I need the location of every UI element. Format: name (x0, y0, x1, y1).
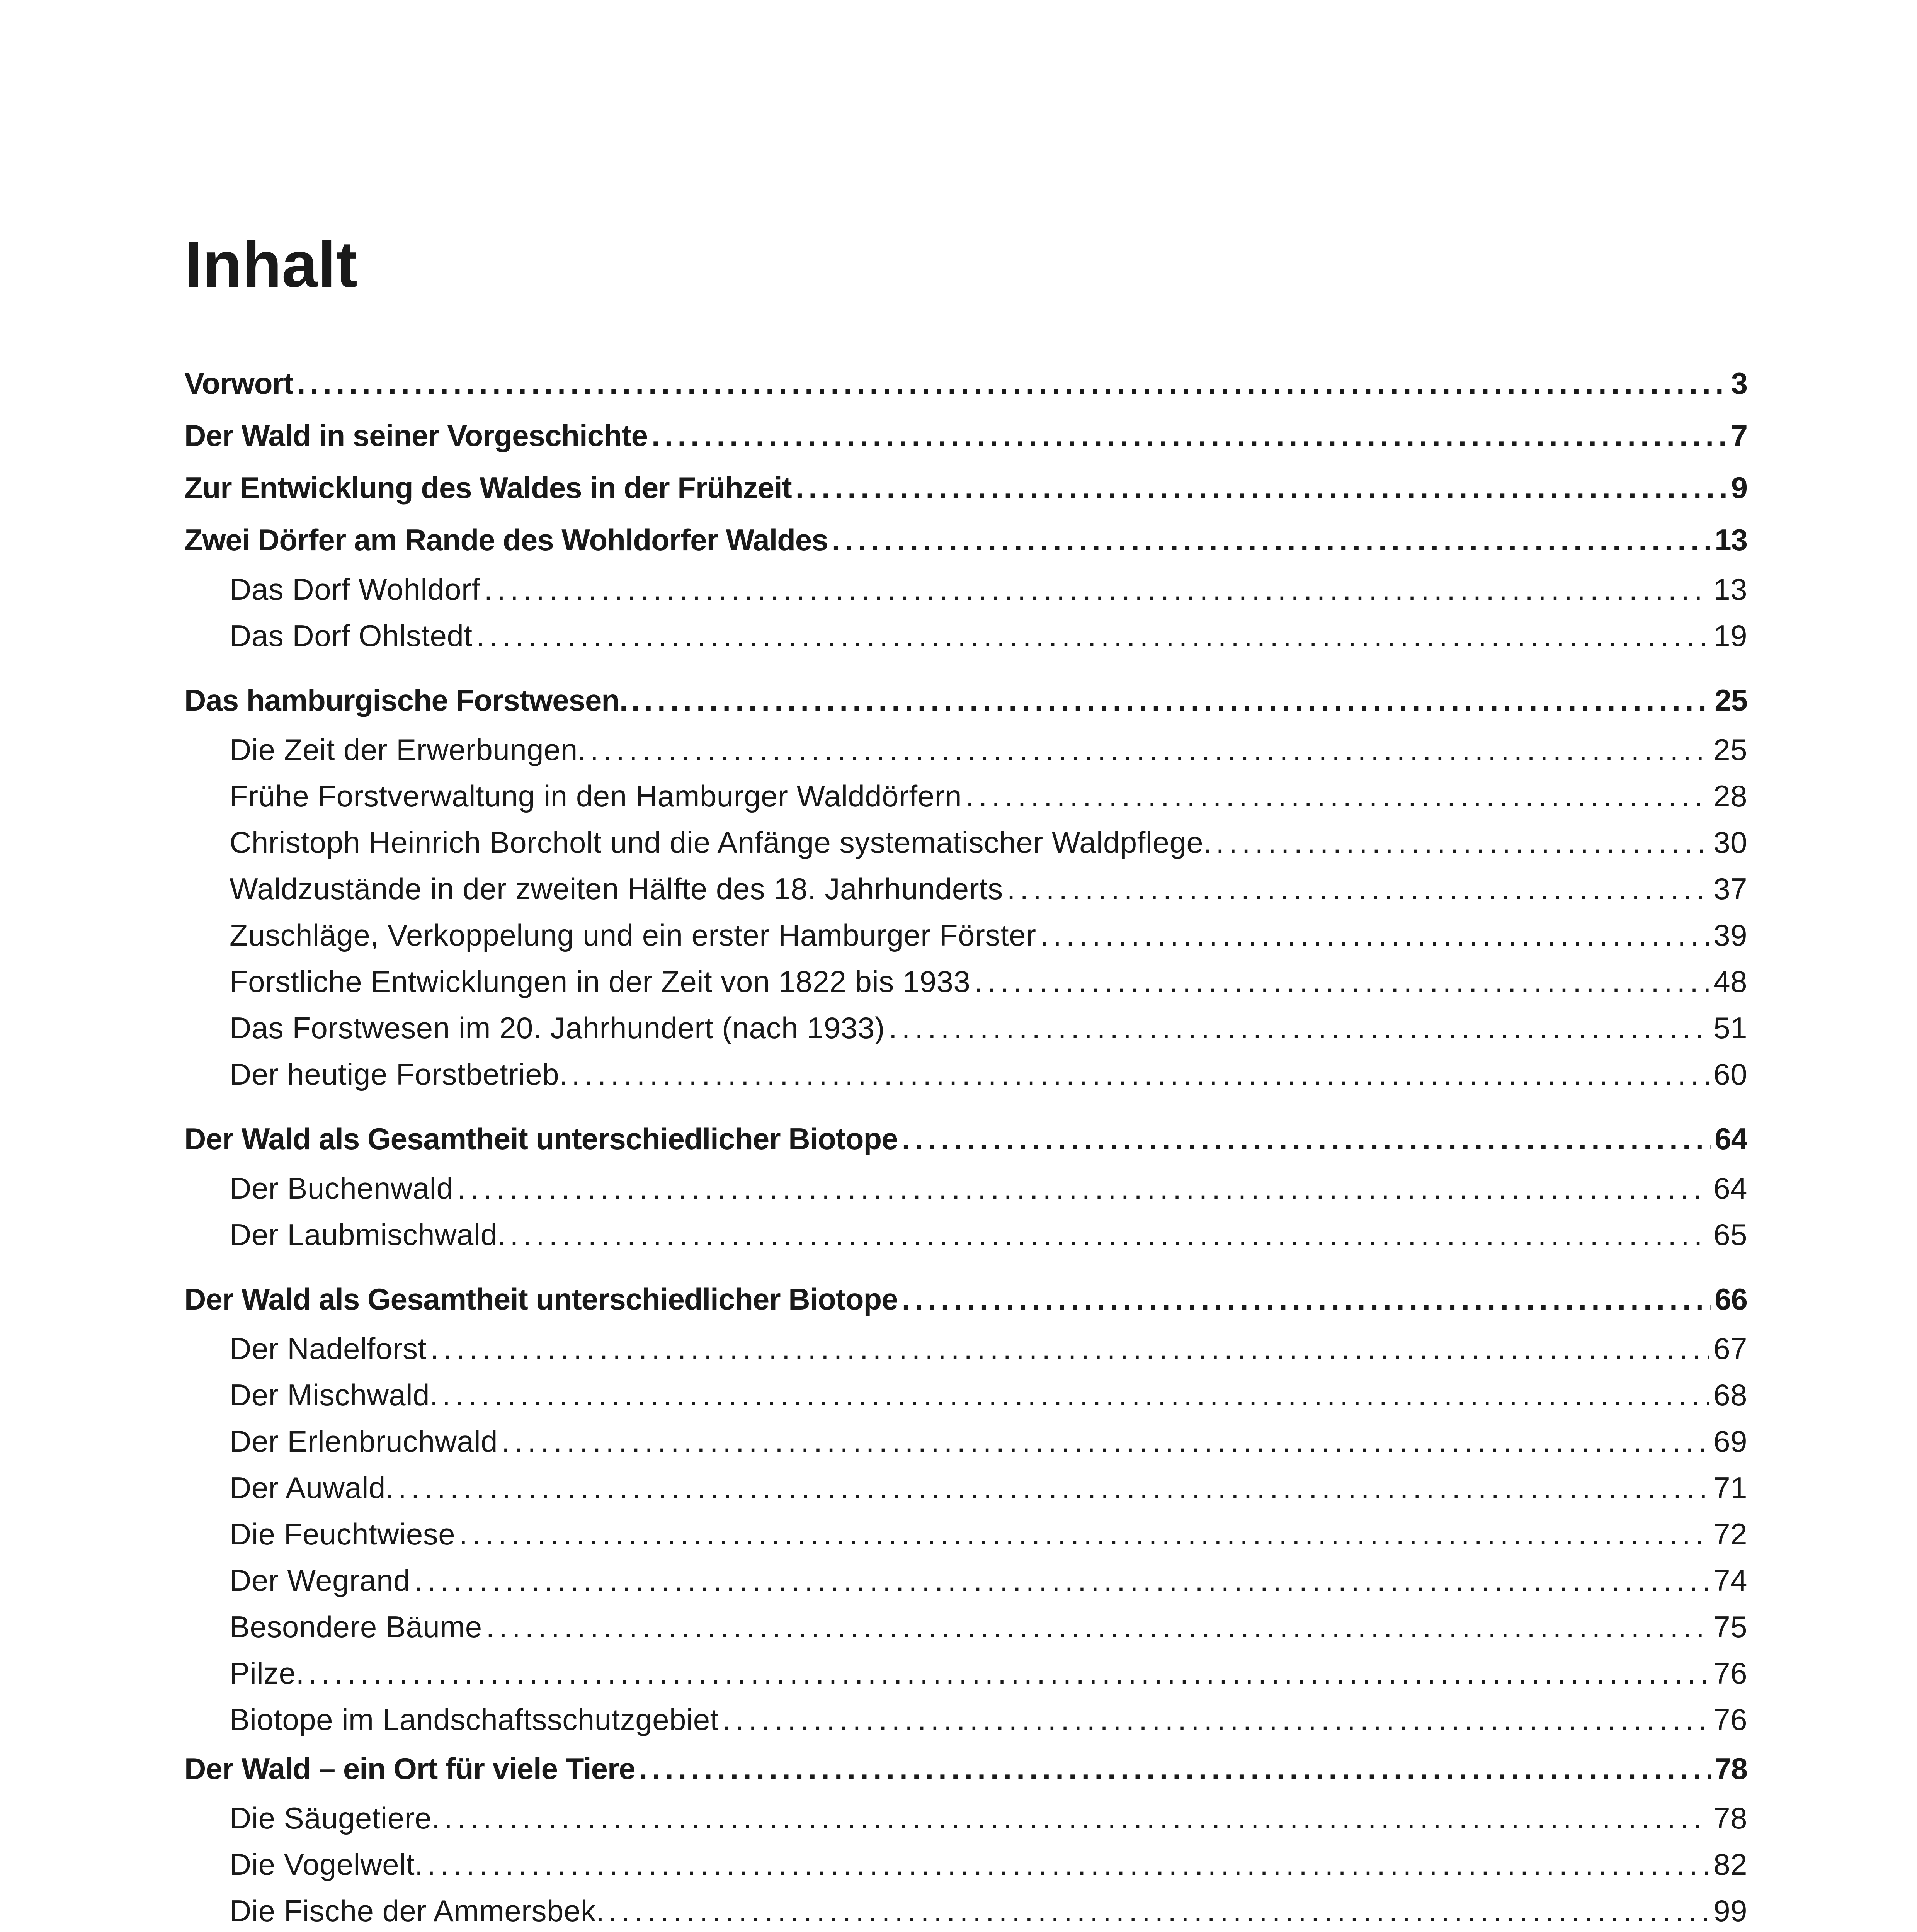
toc-chapter-entry (184, 1743, 1747, 1795)
toc-page-number: 9 (1731, 471, 1747, 505)
toc-entry-title: Waldzustände in der zweiten Hälfte des 18. Jahrhunderts (230, 872, 1003, 906)
toc-entry-title: Die Feuchtwiese (230, 1517, 456, 1551)
toc-entry-title: Zuschläge, Verkoppelung und ein erster Hamburger Förster (230, 918, 1036, 952)
toc-leader-dots (510, 1211, 1710, 1258)
toc-entry-title: Der Buchenwald (230, 1171, 454, 1205)
toc-leader-dots (398, 1464, 1709, 1511)
toc-leader-dots (832, 514, 1711, 566)
toc-entry-title: Der Wald als Gesamtheit unterschiedlicher Biotope (184, 1122, 898, 1156)
toc-entry-title: Frühe Forstverwaltung in den Hamburger Walddörfern (230, 779, 962, 813)
toc-page-number: 3 (1731, 366, 1747, 400)
toc-section-entry (184, 1372, 1747, 1418)
toc-leader-dots (572, 1051, 1709, 1097)
toc-leader-dots (1040, 912, 1709, 958)
toc-entry-title: Vorwort (184, 366, 293, 400)
toc-entry-title: Der Wald in seiner Vorgeschichte (184, 418, 648, 452)
toc-page-number: 37 (1713, 872, 1747, 906)
toc-section-entry (184, 1511, 1747, 1557)
toc-leader-dots (484, 566, 1710, 612)
toc-entry-title: Die Zeit der Erwerbungen. (230, 733, 586, 767)
toc-page-number: 60 (1713, 1057, 1747, 1091)
toc-section-entry (184, 566, 1747, 612)
toc-section-entry (184, 1795, 1747, 1841)
toc-section-entry (184, 912, 1747, 958)
toc-entry-title: Die Fische der Ammersbek. (230, 1894, 605, 1928)
toc-page-number: 72 (1713, 1517, 1747, 1551)
toc-section-entry (184, 958, 1747, 1005)
toc-page-number: 68 (1713, 1378, 1747, 1412)
toc-page-number: 75 (1713, 1610, 1747, 1644)
toc-leader-dots (486, 1604, 1710, 1650)
toc-page-number: 74 (1713, 1563, 1747, 1597)
toc-page-number: 64 (1715, 1122, 1747, 1156)
table-of-contents (184, 357, 1747, 1932)
toc-entry-title: Pilze. (230, 1656, 304, 1690)
toc-leader-dots (476, 612, 1709, 659)
toc-leader-dots (308, 1650, 1710, 1696)
toc-page-number: 78 (1713, 1801, 1747, 1835)
toc-entry-title: Die Säugetiere. (230, 1801, 441, 1835)
toc-page-number: 67 (1713, 1332, 1747, 1366)
toc-section-entry (184, 1604, 1747, 1650)
toc-leader-dots (297, 357, 1727, 410)
toc-leader-dots (796, 462, 1727, 514)
toc-page-number: 13 (1713, 572, 1747, 606)
toc-leader-dots (502, 1418, 1709, 1464)
toc-entry-title: Die Vogelwelt. (230, 1847, 424, 1881)
toc-chapter-entry (184, 410, 1747, 462)
toc-entry-title: Der Mischwald. (230, 1378, 439, 1412)
toc-page-number: 25 (1713, 733, 1747, 767)
toc-section-entry (184, 1650, 1747, 1696)
toc-entry-title: Biotope im Landschaftsschutzgebiet (230, 1702, 719, 1736)
toc-leader-dots (966, 773, 1709, 819)
toc-section-entry (184, 1211, 1747, 1258)
toc-chapter-entry (184, 462, 1747, 514)
toc-leader-dots (590, 726, 1709, 773)
toc-entry-title: Zwei Dörfer am Rande des Wohldorfer Waldes (184, 523, 828, 557)
toc-page-number: 82 (1713, 1847, 1747, 1881)
toc-leader-dots (723, 1696, 1709, 1743)
toc-page-number: 39 (1713, 918, 1747, 952)
toc-chapter-entry (184, 1113, 1747, 1165)
toc-page-number: 51 (1713, 1011, 1747, 1045)
toc-entry-title: Das Forstwesen im 20. Jahrhundert (nach 1933) (230, 1011, 885, 1045)
toc-leader-dots (444, 1795, 1709, 1841)
toc-entry-title: Das Dorf Wohldorf (230, 572, 480, 606)
toc-entry-title: Der Wegrand (230, 1563, 410, 1597)
toc-entry-title: Der Erlenbruchwald (230, 1424, 498, 1458)
toc-entry-title: Forstliche Entwicklungen in der Zeit von 1822 bis 1933 (230, 964, 971, 998)
toc-section-entry (184, 1165, 1747, 1211)
toc-page-number: 64 (1713, 1171, 1747, 1205)
toc-page-number: 69 (1713, 1424, 1747, 1458)
toc-entry-title: Der Nadelforst (230, 1332, 427, 1366)
page-title: Inhalt (184, 228, 357, 301)
toc-page-number: 71 (1713, 1471, 1747, 1505)
toc-entry-title: Der heutige Forstbetrieb. (230, 1057, 568, 1091)
toc-leader-dots (902, 1273, 1711, 1325)
toc-section-entry (184, 773, 1747, 819)
toc-leader-dots (430, 1325, 1709, 1372)
toc-leader-dots (459, 1511, 1709, 1557)
toc-section-entry (184, 1888, 1747, 1932)
toc-section-entry (184, 1325, 1747, 1372)
toc-page-number: 13 (1715, 523, 1747, 557)
toc-leader-dots (1007, 866, 1710, 912)
toc-entry-title: Der Auwald. (230, 1471, 395, 1505)
toc-leader-dots (442, 1372, 1709, 1418)
toc-entry-title: Das hamburgische Forstwesen. (184, 683, 628, 717)
toc-leader-dots (427, 1841, 1709, 1888)
toc-page-number: 99 (1713, 1894, 1747, 1928)
toc-section-entry (184, 726, 1747, 773)
toc-leader-dots (651, 410, 1727, 462)
toc-section-entry (184, 819, 1747, 866)
toc-entry-title: Christoph Heinrich Borcholt und die Anfänge systematischer Waldpflege. (230, 825, 1212, 859)
toc-leader-dots (608, 1888, 1709, 1932)
toc-entry-title: Der Laubmischwald. (230, 1218, 506, 1252)
toc-leader-dots (414, 1557, 1709, 1604)
toc-entry-title: Zur Entwicklung des Waldes in der Frühzeit (184, 471, 792, 505)
toc-entry-title: Der Wald als Gesamtheit unterschiedlicher Biotope (184, 1282, 898, 1316)
toc-leader-dots (902, 1113, 1711, 1165)
toc-leader-dots (639, 1743, 1711, 1795)
toc-page-number: 30 (1713, 825, 1747, 859)
toc-page-number: 78 (1715, 1752, 1747, 1786)
toc-section-entry (184, 1418, 1747, 1464)
toc-chapter-entry (184, 1273, 1747, 1325)
toc-chapter-entry (184, 674, 1747, 726)
toc-page-number: 76 (1713, 1656, 1747, 1690)
toc-section-entry (184, 1696, 1747, 1743)
toc-section-entry (184, 612, 1747, 659)
toc-entry-title: Der Wald – ein Ort für viele Tiere (184, 1752, 635, 1786)
toc-leader-dots (631, 674, 1711, 726)
toc-chapter-entry (184, 514, 1747, 566)
toc-page-number: 65 (1713, 1218, 1747, 1252)
toc-entry-title: Das Dorf Ohlstedt (230, 619, 473, 653)
toc-section-entry (184, 866, 1747, 912)
toc-section-entry (184, 1557, 1747, 1604)
toc-section-entry (184, 1051, 1747, 1097)
toc-page-number: 25 (1715, 683, 1747, 717)
toc-page-number: 7 (1731, 418, 1747, 452)
toc-leader-dots (974, 958, 1709, 1005)
toc-leader-dots (1216, 819, 1709, 866)
toc-chapter-entry (184, 357, 1747, 410)
toc-section-entry (184, 1841, 1747, 1888)
toc-entry-title: Besondere Bäume (230, 1610, 482, 1644)
toc-page-number: 48 (1713, 964, 1747, 998)
toc-page-number: 66 (1715, 1282, 1747, 1316)
toc-page-number: 28 (1713, 779, 1747, 813)
toc-page-number: 19 (1713, 619, 1747, 653)
toc-section-entry (184, 1005, 1747, 1051)
toc-leader-dots (889, 1005, 1709, 1051)
toc-page-number: 76 (1713, 1702, 1747, 1736)
toc-section-entry (184, 1464, 1747, 1511)
toc-leader-dots (457, 1165, 1709, 1211)
